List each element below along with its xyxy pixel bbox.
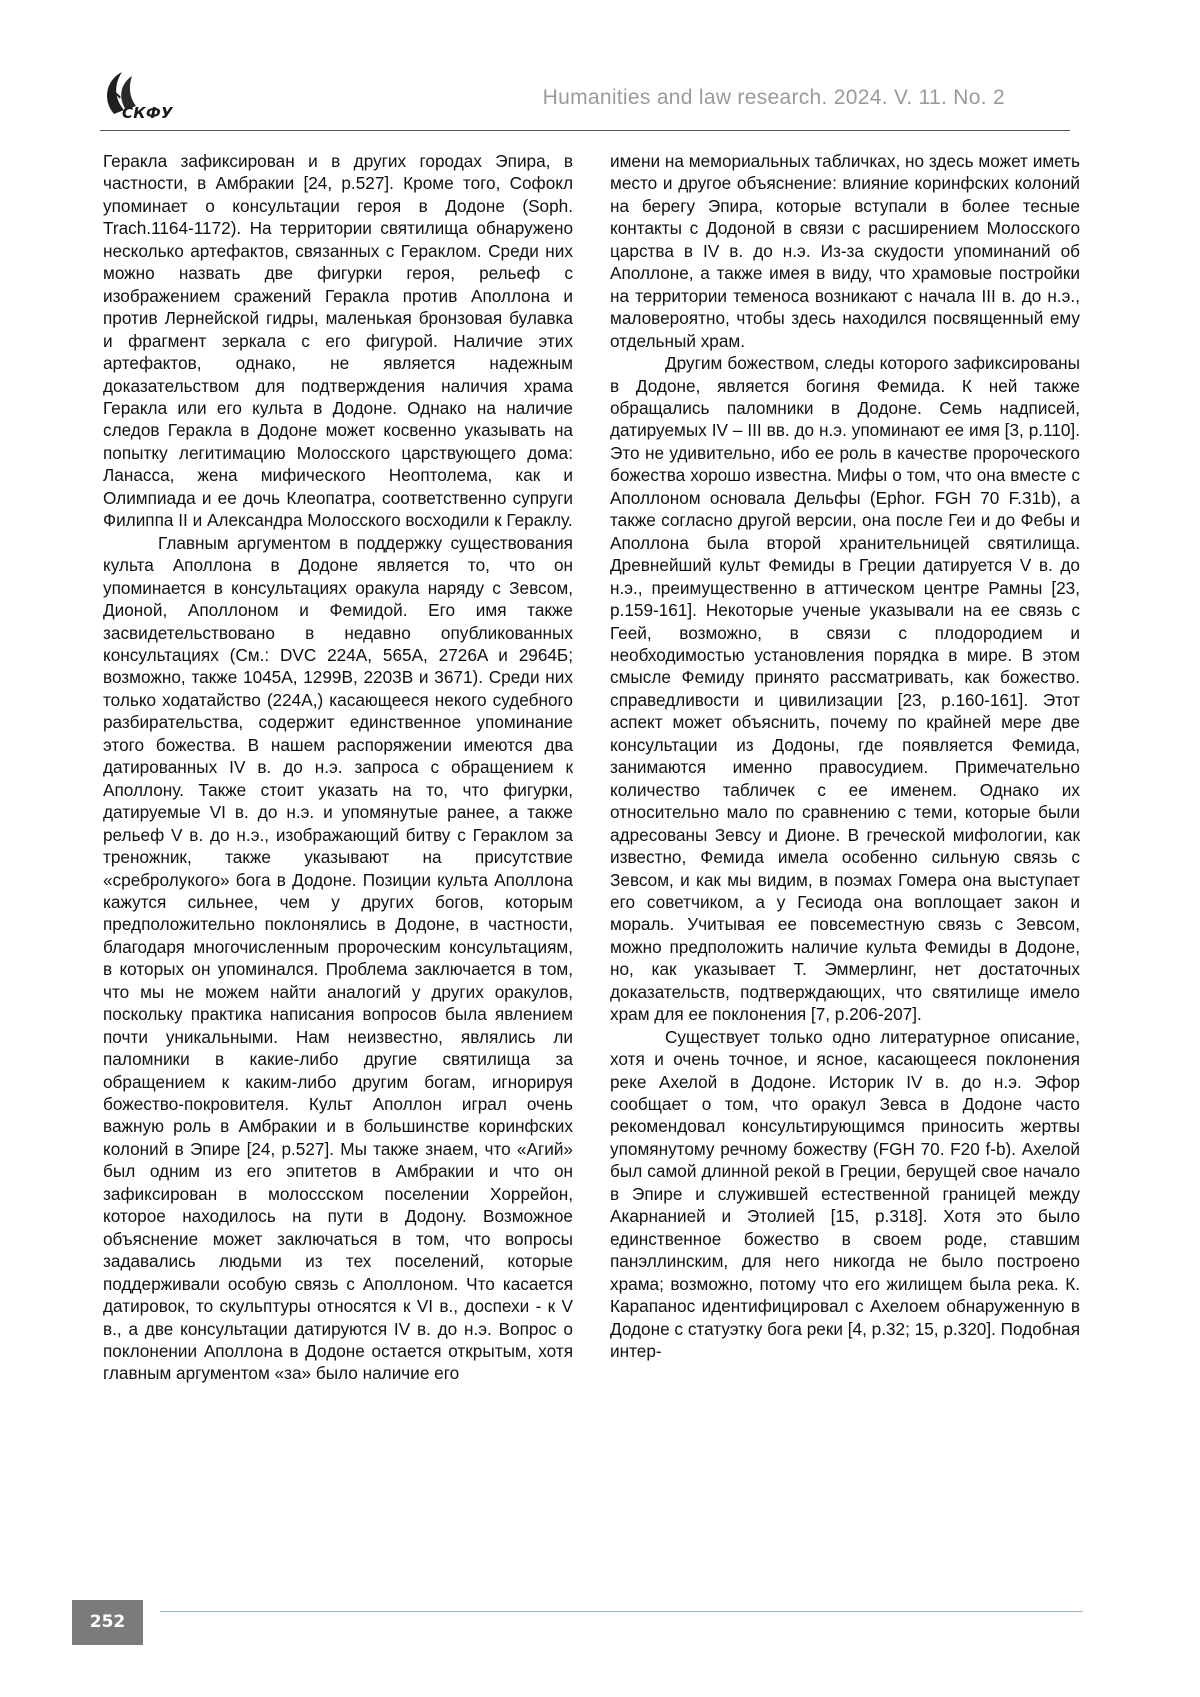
footer-divider [160,1611,1083,1612]
left-column [103,150,573,1385]
header-divider [100,130,1070,131]
paragraph: имени на мемориальных табличках, но здесь может иметь место и другое объяснение: влияние коринфских колоний на берегу Эпира, которые вступали в более тесные контакты с Додоной в связи с расширением Молосского царства в IV в. до н.э. Из-за скудости упоминаний об Аполлоне, а также имея в виду, что храмовые постройки на территории теменоса возникают с начала III в. до н.э., маловероятно, чтобы здесь находился посвященный ему отдельный храм. [610,151,1080,351]
page-header [100,70,1070,130]
paragraph: Главным аргументом в поддержку существования культа Аполлона в Додоне является то, что он упоминается в консультациях оракула наряду с Зевсом, Дионой, Аполлоном и Фемидой. Его имя также засвидетельствовано в недавно опубликованных консультациях (См.: DVC 224A, 565A, 2726A и 2964Б; возможно, также 1045A, 1299B, 2203B и 3671). Среди них только ходатайство (224A,) касающееся некого судебного разбирательства, содержит единственное упоминание этого божества. В нашем распоряжении имеются два датированных IV в. до н.э. запроса с обращением к Аполлону. Также стоит указать на то, что фигурки, датируемые VI в. до н.э. и упомянутые ранее, а также рельеф V в. до н.э., изображающий битву с Гераклом за треножник, также указывают на присутствие «сребролукого» бога в Додоне. Позиции культа Аполлона кажутся сильнее, чем у других богов, которым предположительно поклонялись в Додоне, в частности, благодаря многочисленным пророческим консультациям, в которых он упоминался. Проблема заключается в том, что мы не можем найти аналогий у других оракулов, поскольку практика написания вопросов была явлением почти уникальными. Нам неизвестно, являлись ли паломники в какие-либо другие святилища за обращением к каким-либо другим богам, игнорируя божество-покровителя. Культ Аполлон играл очень важную роль в Амбракии и в большинстве коринфских колоний в Эпире [24, p.527]. Мы также знаем, что «Агий» был одним из его эпитетов в Амбракии и что он зафиксирован в молосcском поселении Хоррейон, которое находилось на пути в Додону. Возможное объяснение может заключаться в том, что вопросы задавались людьми из тех поселений, которые поддерживали особую связь с Аполлоном. Что касается датировок, то скульптуры относятся к VI в., доспехи - к V в., а две консультации датируются IV в. до н.э. Вопрос о поклонении Аполлона в Додоне остается открытым, хотя главным аргументом «за» было наличие его [103,532,573,1384]
right-column [610,150,1080,1362]
page-number: 252 [72,1600,143,1645]
logo-text: СКФУ [122,104,173,122]
paragraph: Геракла зафиксирован и в других городах Эпира, в частности, в Амбракии [24, p.527]. Кроме того, Софокл упоминает о консультации героя в Додоне (Soph. Trach.1164-1172). На территории святилища обнаружено несколько артефактов, связанных с Гераклом. Среди них можно назвать две фигурки героя, рельеф с изображением сражений Геракла против Аполлона и против Лернейской гидры, маленькая бронзовая булавка и фрагмент зеркала с его фигурой. Наличие этих артефактов, однако, не является надежным доказательством для подтверждения наличия храма Геракла или его культа в Додоне. Однако на наличие следов Геракла в Додоне может косвенно указывать на попытку легитимацию Молосского царствующего дома: Ланасса, жена мифического Неоптолема, как и Олимпиада и ее дочь Клеопатра, соответственно супруги Филиппа II и Александра Молосского восходили к Гераклу. [103,151,573,531]
journal-title: Humanities and law research. 2024. V. 11. No. 2 [542,86,1005,109]
university-logo [100,70,190,130]
paragraph: Другим божеством, следы которого зафиксированы в Додоне, является богиня Фемида. К ней также обращались паломники в Додоне. Семь надписей, датируемых IV – III вв. до н.э. упоминают ее имя [3, p.110]. Это не удивительно, ибо ее роль в качестве пророческого божества хорошо известна. Мифы о том, что она вместе с Аполлоном основала Дельфы (Ephor. FGH 70 F.31b), а также согласно другой версии, она после Геи и до Фебы и Аполлона была второй хранительницей святилища. Древнейший культ Фемиды в Греции датируется V в. до н.э., преимущественно в аттическом центре Рамны [23, p.159-161]. Некоторые ученые указывали на ее связь с Геей, возможно, в связи с плодородием и необходимостью установления порядка в мире. В этом смысле Фемиду принято рассматривать, как божество. справедливости и цивилизации [23, p.160-161]. Этот аспект может объяснить, почему по крайней мере две консультации из Додоны, где появляется Фемида, занимаются именно правосудием. Примечательно количество табличек с ее именем. Однако их относительно мало по сравнению с теми, которые были адресованы Зевсу и Дионе. В греческой мифологии, как известно, Фемида имела особенно сильную связь с Зевсом, и как мы видим, в поэмах Гомера она выступает его советчиком, а у Гесиода она воплощает закон и мораль. Учитывая ее повсеместную связь с Зевсом, можно предположить наличие культа Фемиды в Додоне, но, как указывает Т. Эммерлинг, нет достаточных доказательств, подтверждающих, что святилище имело храм для ее поклонения [7, p.206-207]. [610,353,1080,1025]
paragraph: Существует только одно литературное описание, хотя и очень точное, и ясное, касающееся поклонения реке Ахелой в Додоне. Историк IV в. до н.э. Эфор сообщает о том, что оракул Зевса в Додоне часто рекомендовал консультирующимся приносить жертвы упомянутому речному божеству (FGH 70. F20 f-b). Ахелой был самой длинной рекой в Греции, берущей свое начало в Эпире и служившей естественной границей между Акарнанией и Этолией [15, p.318]. Хотя это было единственное божество в своем роде, ставшим панэллинским, для него никогда не было построено храма; возможно, потому что его жилищем была река. К. Карапанос идентифицировал с Ахелоем обнаруженную в Додоне с статуэтку бога реки [4, p.32; 15, p.320]. Подобная интер- [610,1026,1080,1362]
